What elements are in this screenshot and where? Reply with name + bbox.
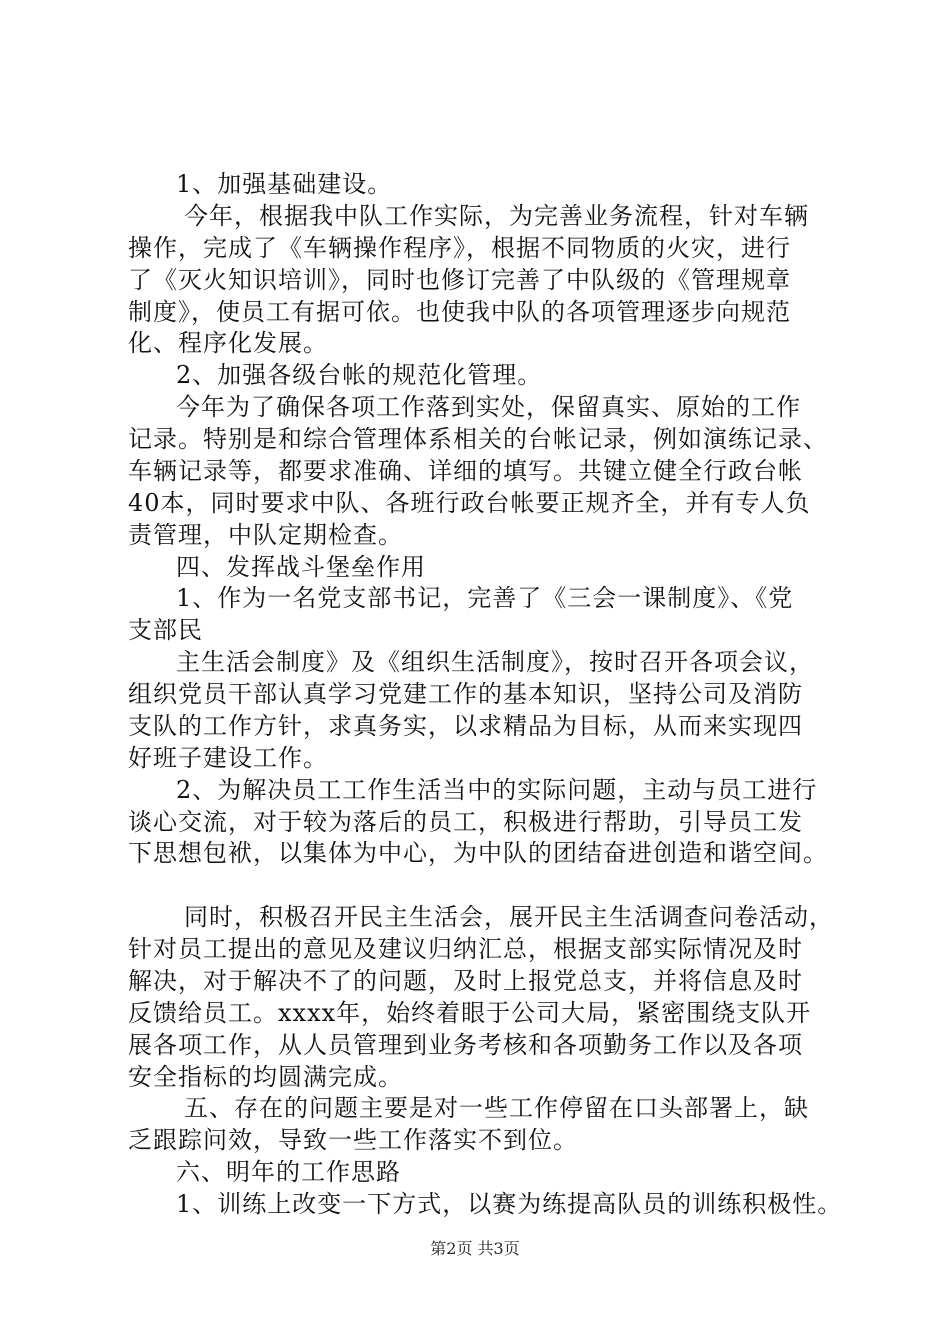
paragraph-line: 1、训练上改变一下方式，以赛为练提高队员的训练积极性。 bbox=[176, 1190, 843, 1218]
paragraph-line: 好班子建设工作。 bbox=[128, 744, 328, 772]
paragraph-line: 解决，对于解决不了的问题，及时上报党总支，并将信息及时 bbox=[128, 967, 803, 995]
paragraph-line: 针对员工提出的意见及建议归纳汇总，根据支部实际情况及时 bbox=[128, 935, 803, 963]
paragraph-line: 支队的工作方针，求真务实，以求精品为目标，从而来实现四 bbox=[128, 712, 803, 740]
paragraph-line: 反馈给员工。xxxx年，始终着眼于公司大局，紧密围绕支队开 bbox=[128, 999, 812, 1027]
paragraph-line: 了《灭火知识培训》，同时也修订完善了中队级的《管理规章 bbox=[128, 266, 791, 294]
paragraph-line: 1、作为一名党支部书记，完善了《三会一课制度》、《党 bbox=[176, 584, 794, 612]
paragraph-line: 化、程序化发展。 bbox=[128, 329, 328, 357]
paragraph-line: 1、加强基础建设。 bbox=[176, 170, 393, 198]
paragraph-line: 责管理，中队定期检查。 bbox=[128, 521, 403, 549]
paragraph-line: 主生活会制度》及《组织生活制度》，按时召开各项会议， bbox=[176, 648, 814, 676]
paragraph-line: 五、存在的问题主要是对一些工作停留在口头部署上，缺 bbox=[184, 1094, 809, 1122]
paragraph-line: 40本，同时要求中队、各班行政台帐要正规齐全，并有专人负 bbox=[128, 489, 811, 517]
paragraph-line: 2、加强各级台帐的规范化管理。 bbox=[176, 361, 543, 389]
paragraph-line: 组织党员干部认真学习党建工作的基本知识，坚持公司及消防 bbox=[128, 680, 803, 708]
paragraph-line: 同时，积极召开民主生活会，展开民主生活调查问卷活动， bbox=[184, 903, 834, 931]
paragraph-line: 今年，根据我中队工作实际，为完善业务流程，针对车辆 bbox=[184, 202, 809, 230]
paragraph-line: 安全指标的均圆满完成。 bbox=[128, 1063, 403, 1091]
paragraph-line: 谈心交流，对于较为落后的员工，积极进行帮助，引导员工发 bbox=[128, 808, 803, 836]
paragraph-line: 支部民 bbox=[128, 616, 203, 644]
paragraph-line: 记录。特别是和综合管理体系相关的台帐记录，例如演练记录、 bbox=[128, 425, 828, 453]
paragraph-line: 今年为了确保各项工作落到实处，保留真实、原始的工作 bbox=[176, 393, 801, 421]
paragraph-line: 乏跟踪问效，导致一些工作落实不到位。 bbox=[128, 1126, 578, 1154]
paragraph-line: 2、为解决员工工作生活当中的实际问题，主动与员工进行 bbox=[176, 776, 818, 804]
paragraph-line: 车辆记录等，都要求准确、详细的填写。共键立健全行政台帐 bbox=[128, 457, 803, 485]
paragraph-line: 操作，完成了《车辆操作程序》，根据不同物质的火灾，进行 bbox=[128, 234, 791, 262]
paragraph-line: 下思想包袱，以集体为中心，为中队的团结奋进创造和谐空间。 bbox=[128, 839, 828, 867]
section-heading: 四、发挥战斗堡垒作用 bbox=[176, 553, 426, 581]
paragraph-line: 六、明年的工作思路 bbox=[176, 1158, 401, 1186]
page-number-footer: 第2页 共3页 bbox=[430, 1239, 520, 1258]
paragraph-line: 制度》，使员工有据可依。也使我中队的各项管理逐步向规范 bbox=[128, 298, 791, 326]
paragraph-line: 展各项工作，从人员管理到业务考核和各项勤务工作以及各项 bbox=[128, 1031, 803, 1059]
